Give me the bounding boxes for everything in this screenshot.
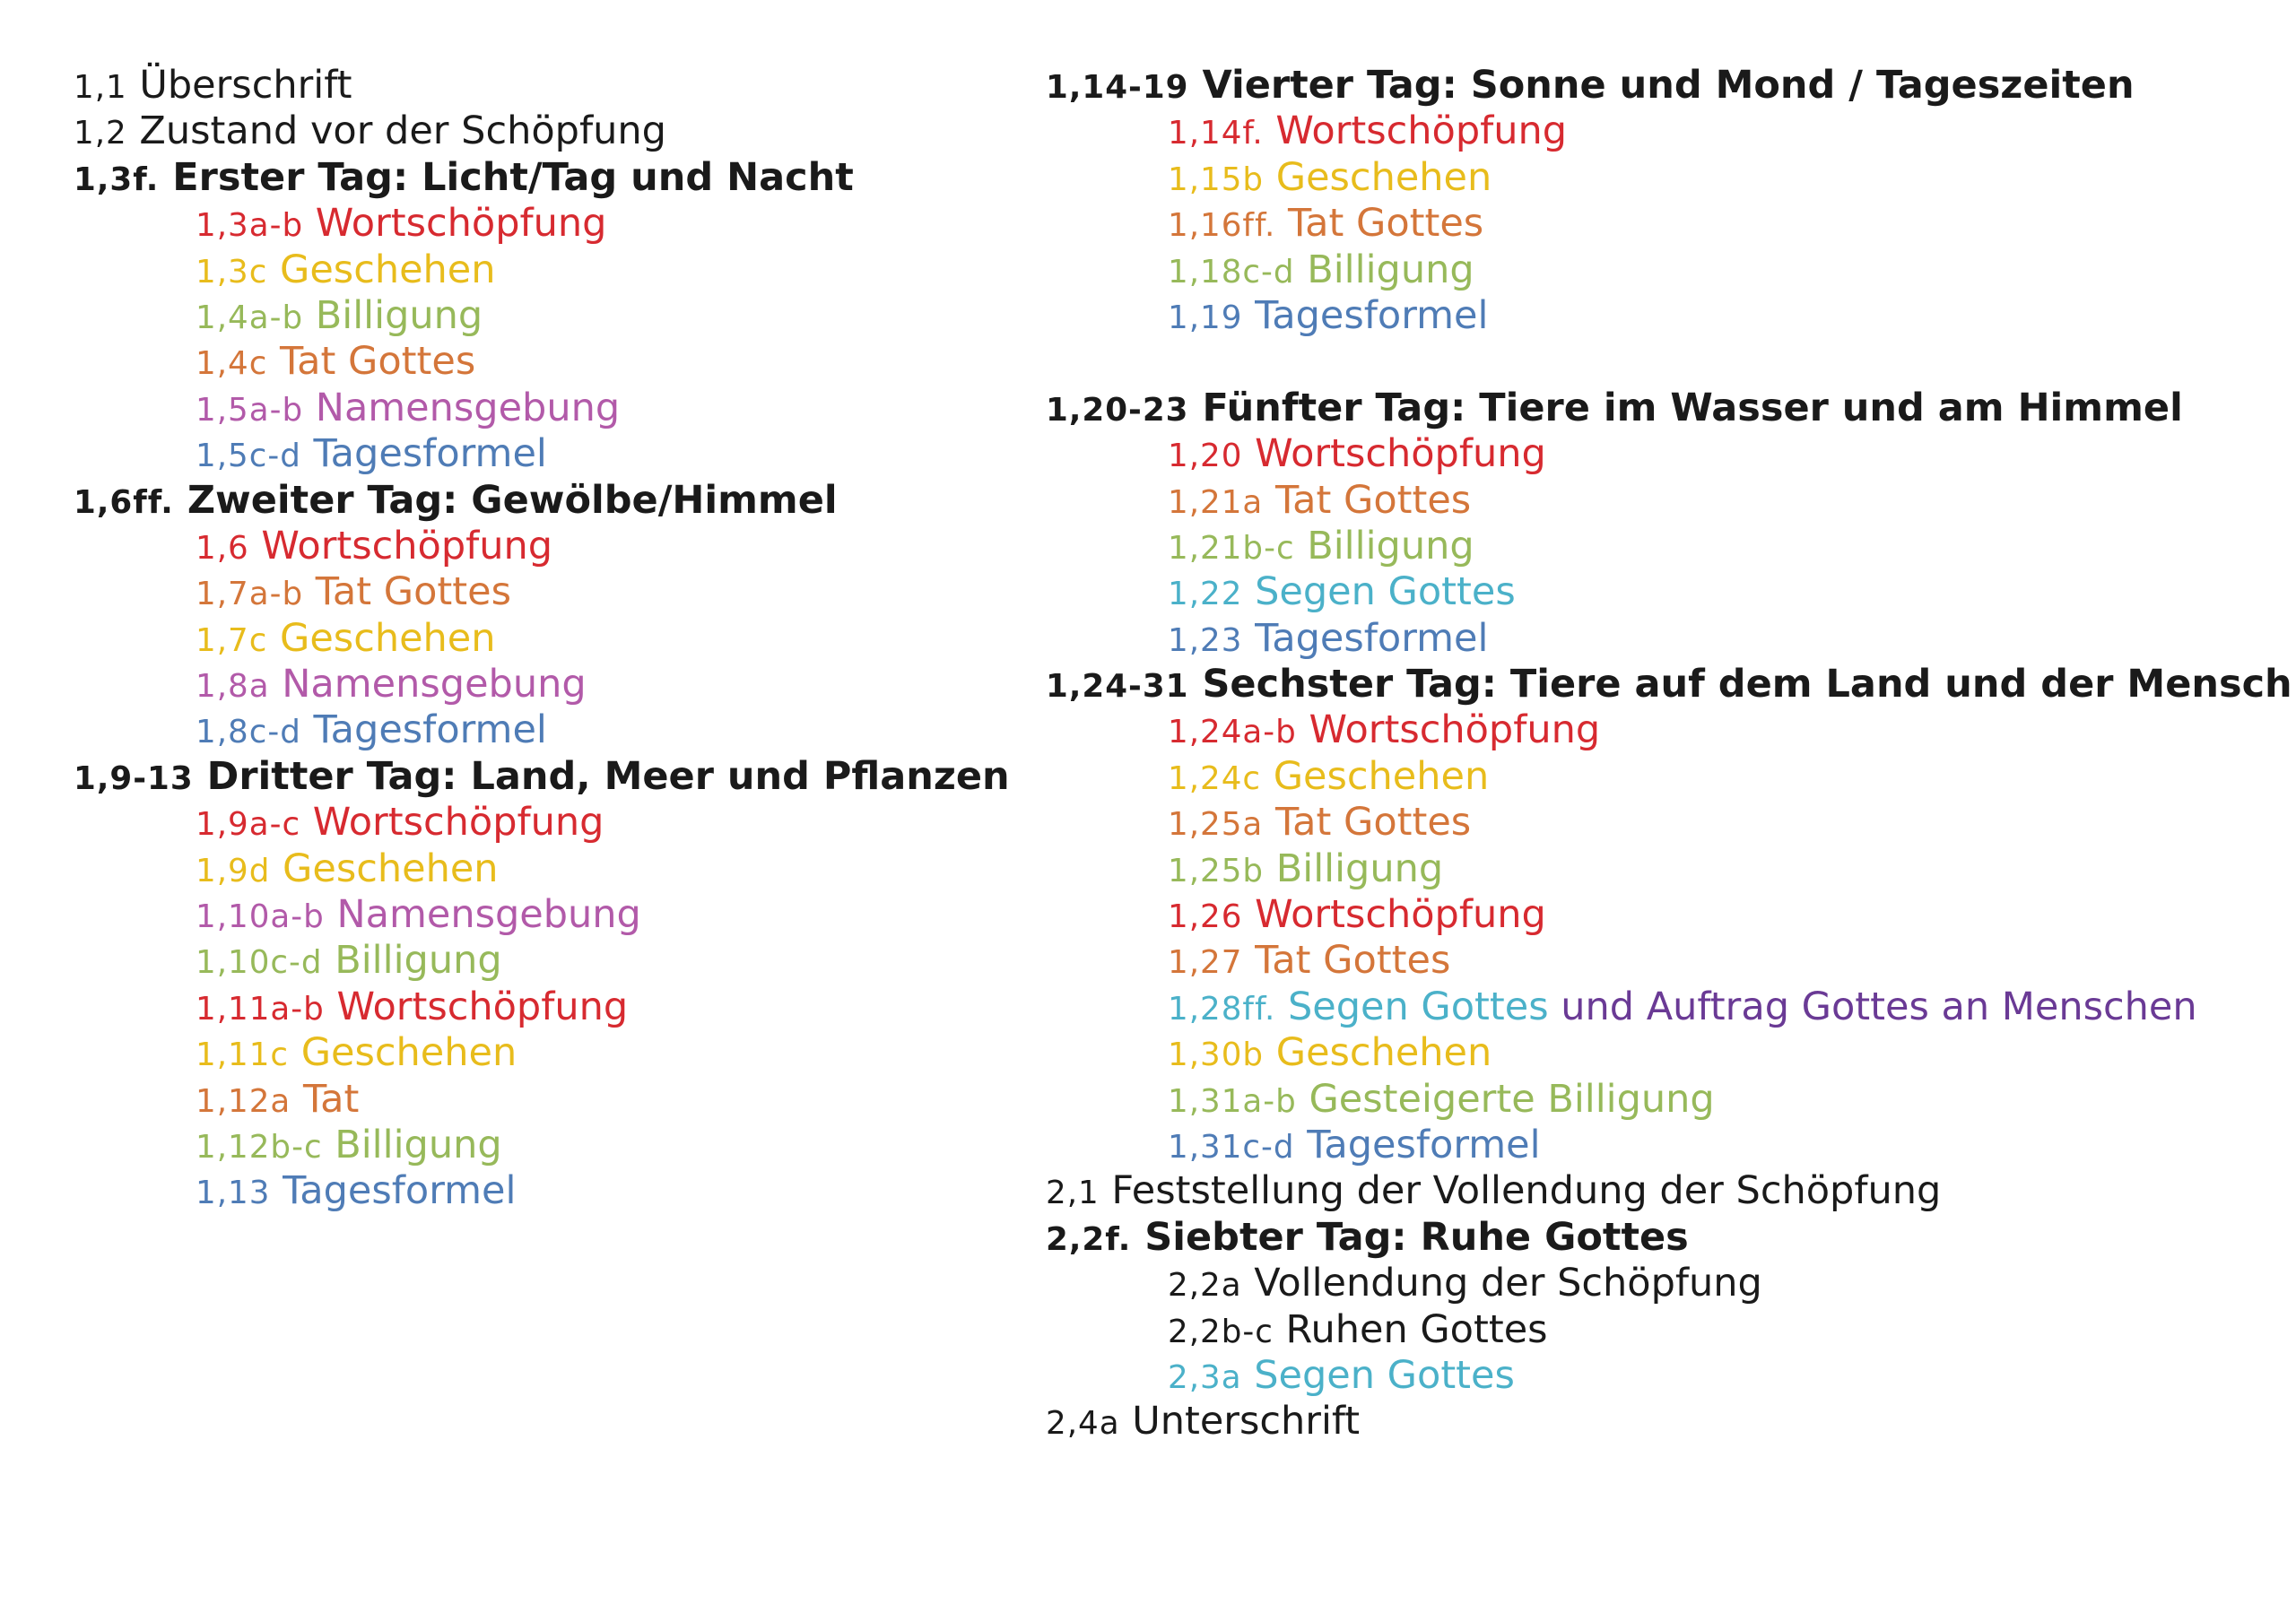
day-title: Dritter Tag: Land, Meer und Pflanzen (206, 753, 1010, 799)
sub-entry-1-3a-b (74, 201, 1010, 247)
verse-reference: 1,23 (1168, 621, 1243, 659)
right-column (1046, 63, 2292, 1445)
section-label: Tagesformel (313, 431, 547, 477)
sub-entry-2-3a (1046, 1353, 2292, 1399)
verse-reference: 1,24a-b (1168, 714, 1297, 751)
sub-entry-1-5c-d (74, 431, 1010, 477)
sub-entry-1-14f (1046, 108, 2292, 154)
sub-entry-1-24a-b (1046, 707, 2292, 753)
section-label: Geschehen (1275, 1030, 1492, 1076)
section-label: Wortschöpfung (261, 523, 553, 568)
section-label: Segen Gottes (1255, 569, 1516, 615)
verse-reference: 1,13 (196, 1175, 271, 1212)
sub-entry-1-19 (1046, 293, 2292, 339)
sub-entry-1-10a-b (74, 892, 1010, 938)
sub-entry-1-25b (1046, 846, 2292, 892)
verse-reference: 1,11a-b (196, 990, 325, 1028)
verse-reference: 1,21a (1168, 483, 1264, 521)
sub-entry-1-7c (74, 616, 1010, 662)
section-label: Geschehen (1273, 753, 1490, 799)
verse-reference: 1,7a-b (196, 576, 304, 613)
section-label: Billigung (1307, 247, 1474, 292)
section-label: Wortschöpfung (1255, 892, 1546, 938)
verse-reference: 1,8a (196, 668, 270, 706)
verse-reference: 1,28ff. (1168, 990, 1276, 1028)
verse-reference: 2,2f. (1046, 1220, 1132, 1258)
section-label: Billigung (1275, 846, 1444, 891)
verse-reference: 1,6ff. (74, 483, 174, 521)
section-label: Geschehen (300, 1030, 517, 1076)
verse-reference: 2,2b-c (1168, 1313, 1274, 1350)
verse-reference: 1,4c (196, 345, 268, 383)
section-label: Vollendung der Schöpfung (1254, 1261, 1762, 1306)
sub-entry-1-9a-c (74, 800, 1010, 846)
day-title: Sechster Tag: Tiere auf dem Land und der Mensch (1202, 662, 2292, 707)
sub-entry-1-10c-d (74, 938, 1010, 984)
verse-reference: 1,1 (74, 69, 127, 106)
verse-reference: 1,3f. (74, 160, 160, 198)
verse-reference: 1,26 (1168, 898, 1243, 936)
verse-reference: 1,21b-c (1168, 529, 1295, 567)
day-heading-1-20-23 (1046, 386, 2292, 431)
verse-reference: 1,20-23 (1046, 391, 1189, 429)
section-label: Wortschöpfung (312, 800, 604, 846)
section-label: Geschehen (280, 247, 496, 292)
verse-reference: 1,12a (196, 1082, 291, 1120)
verse-reference: 1,30b (1168, 1037, 1265, 1074)
outline-entry-2-1 (1046, 1168, 2292, 1214)
verse-reference: 1,3c (196, 253, 268, 291)
sub-entry-1-28ff (1046, 984, 2292, 1030)
day-heading-1-3f (74, 155, 1010, 201)
section-label: Tat Gottes (280, 339, 476, 385)
day-title: Vierter Tag: Sonne und Mond / Tageszeiten (1202, 63, 2135, 108)
section-label: Wortschöpfung (1275, 108, 1568, 154)
verse-reference: 2,3a (1168, 1358, 1242, 1396)
verse-reference: 1,7c (196, 621, 268, 659)
verse-reference: 1,14-19 (1046, 69, 1189, 106)
section-label: Tat Gottes (1274, 800, 1472, 846)
sub-entry-1-7a-b (74, 569, 1010, 615)
section-label: Namensgebung (336, 892, 641, 938)
day-title: Zweiter Tag: Gewölbe/Himmel (187, 477, 838, 523)
left-column (74, 63, 1010, 1215)
verse-reference: 1,5c-d (196, 438, 301, 475)
day-heading-2-2f (1046, 1215, 2292, 1261)
section-label: Wortschöpfung (1255, 431, 1546, 477)
sub-entry-1-3c (74, 247, 1010, 293)
section-label: Überschrift (139, 63, 352, 108)
section-label: Geschehen (280, 615, 496, 661)
outline-entry-2-4a (1046, 1399, 2292, 1444)
verse-reference: 1,10c-d (196, 944, 323, 982)
sub-entry-1-24c (1046, 754, 2292, 800)
verse-reference: 1,31c-d (1168, 1128, 1295, 1166)
section-label: Feststellung der Vollendung der Schöpfung (1111, 1168, 1942, 1214)
sub-entry-1-4c (74, 339, 1010, 385)
verse-reference: 1,10a-b (196, 898, 325, 936)
section-label: Wortschöpfung (1309, 707, 1601, 753)
sub-entry-1-5a-b (74, 386, 1010, 431)
verse-reference: 1,20 (1168, 438, 1243, 475)
sub-entry-1-8c-d (74, 707, 1010, 753)
section-label: Namensgebung (315, 385, 621, 430)
section-label: Namensgebung (282, 662, 587, 707)
verse-reference: 2,1 (1046, 1175, 1100, 1212)
section-label: Unterschrift (1132, 1399, 1361, 1444)
verse-reference: 1,19 (1168, 299, 1243, 336)
sub-entry-1-11a-b (74, 984, 1010, 1030)
verse-reference: 1,11c (196, 1037, 290, 1074)
verse-reference: 1,18c-d (1168, 253, 1295, 291)
day-heading-1-14-19 (1046, 63, 2292, 108)
sub-entry-1-6 (74, 524, 1010, 569)
section-label: Segen Gottes (1287, 984, 1549, 1029)
section-label: Tagesformel (1307, 1122, 1541, 1167)
day-heading-1-9-13 (74, 754, 1010, 800)
section-label: Segen Gottes (1254, 1352, 1515, 1398)
sub-entry-1-8a (74, 662, 1010, 707)
day-title: Erster Tag: Licht/Tag und Nacht (172, 154, 854, 200)
sub-entry-1-27 (1046, 938, 2292, 984)
sub-entry-1-20 (1046, 431, 2292, 477)
section-label: Billigung (1307, 523, 1474, 568)
verse-reference: 1,6 (196, 529, 249, 567)
verse-reference: 1,8c-d (196, 714, 301, 751)
blank-line (1046, 339, 2292, 385)
section-label: Billigung (335, 938, 502, 984)
section-label: Tagesformel (283, 1168, 517, 1214)
sub-entry-1-21a (1046, 478, 2292, 524)
section-label: Geschehen (283, 846, 499, 891)
sub-entry-1-9d (74, 846, 1010, 892)
section-label: Tat Gottes (1274, 477, 1472, 523)
section-label: Tat (302, 1076, 360, 1122)
verse-reference: 1,31a-b (1168, 1082, 1297, 1120)
day-title: Fünfter Tag: Tiere im Wasser und am Himmel (1202, 385, 2183, 430)
day-heading-1-24-31 (1046, 662, 2292, 707)
verse-reference: 2,2a (1168, 1267, 1242, 1305)
sub-entry-2-2a (1046, 1261, 2292, 1306)
sub-entry-1-22 (1046, 569, 2292, 615)
section-label: Billigung (315, 292, 483, 338)
sub-entry-1-23 (1046, 616, 2292, 662)
sub-entry-1-31a-b (1046, 1077, 2292, 1123)
verse-reference: 1,14f. (1168, 115, 1264, 152)
section-label: Gesteigerte Billigung (1309, 1076, 1715, 1122)
verse-reference: 1,15b (1168, 160, 1265, 198)
verse-reference: 1,25a (1168, 806, 1264, 844)
sub-entry-1-12a (74, 1077, 1010, 1123)
sub-entry-1-25a (1046, 800, 2292, 846)
section-label: Tat Gottes (1287, 201, 1484, 247)
section-label: Tat Gottes (315, 569, 512, 615)
verse-reference: 1,25b (1168, 852, 1265, 889)
section-label: Ruhen Gottes (1285, 1306, 1548, 1352)
section-label-extra: und Auftrag Gottes an Menschen (1561, 984, 2197, 1029)
section-label: Billigung (335, 1122, 502, 1167)
section-label: Geschehen (1275, 154, 1492, 200)
section-label: Tat Gottes (1255, 938, 1451, 984)
day-title: Siebter Tag: Ruhe Gottes (1144, 1214, 1689, 1260)
section-label: Tagesformel (1255, 292, 1489, 338)
verse-reference: 1,12b-c (196, 1128, 323, 1166)
outline-entry-1-2 (74, 108, 1010, 154)
sub-entry-1-15b (1046, 155, 2292, 201)
verse-reference: 1,9a-c (196, 806, 301, 844)
verse-reference: 1,4a-b (196, 299, 304, 336)
sub-entry-1-21b-c (1046, 524, 2292, 569)
verse-reference: 2,4a (1046, 1405, 1120, 1443)
verse-reference: 1,2 (74, 115, 127, 152)
outline-entry-1-1 (74, 63, 1010, 108)
sub-entry-1-16ff (1046, 201, 2292, 247)
sub-entry-1-30b (1046, 1030, 2292, 1076)
sub-entry-1-12b-c (74, 1123, 1010, 1168)
sub-entry-1-26 (1046, 892, 2292, 938)
verse-reference: 1,5a-b (196, 391, 304, 429)
section-label: Zustand vor der Schöpfung (139, 108, 666, 154)
sub-entry-1-4a-b (74, 293, 1010, 339)
verse-reference: 1,16ff. (1168, 207, 1276, 245)
sub-entry-1-18c-d (1046, 247, 2292, 293)
sub-entry-1-13 (74, 1168, 1010, 1214)
sub-entry-1-31c-d (1046, 1123, 2292, 1168)
sub-entry-1-11c (74, 1030, 1010, 1076)
day-heading-1-6ff (74, 478, 1010, 524)
verse-reference: 1,24c (1168, 759, 1262, 797)
verse-reference: 1,9d (196, 852, 271, 889)
verse-reference: 1,27 (1168, 944, 1243, 982)
section-label: Wortschöpfung (336, 984, 629, 1029)
verse-reference: 1,9-13 (74, 759, 194, 797)
section-label: Tagesformel (1255, 615, 1489, 661)
verse-reference: 1,24-31 (1046, 668, 1189, 706)
section-label: Wortschöpfung (315, 201, 607, 247)
verse-reference: 1,3a-b (196, 207, 304, 245)
sub-entry-2-2b-c (1046, 1307, 2292, 1353)
section-label: Tagesformel (313, 707, 547, 753)
verse-reference: 1,22 (1168, 576, 1243, 613)
